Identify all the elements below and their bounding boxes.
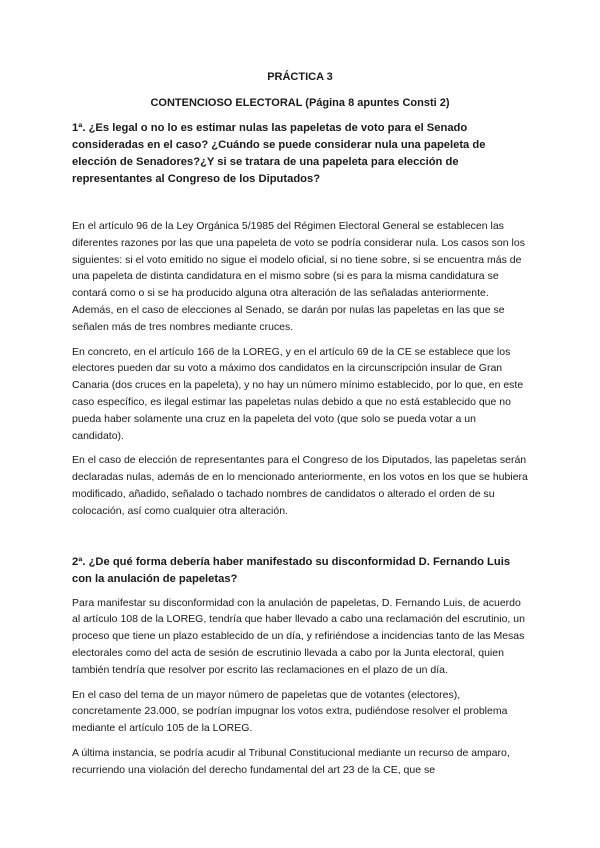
answer-1-paragraph: En el caso de elección de representantes para el Congreso de los Diputados, las papeletas serán declaradas nulas, además de en lo mencionado anteriormente, en los votos en los que se hubiera modificado, añadido, señalado o tachado nombres de candidatos o alterado el orden de su colocación, así como cualquier otra alteración. bbox=[72, 454, 528, 517]
document-body bbox=[72, 70, 528, 779]
answer-2-paragraph: En el caso del tema de un mayor número de papeletas que de votantes (electores), concretamente 23.000, se podrían impugnar los votos extra, pudiéndose resolver el problema mediante el artículo 105 de la LOREG. bbox=[72, 688, 508, 735]
answer-2-paragraph: A última instancia, se podría acudir al Tribunal Constitucional mediante un recurso de amparo, recurriendo una violación del derecho fundamental del art 23 de la CE, que se bbox=[72, 746, 510, 776]
answer-2-paragraph: Para manifestar su disconformidad con la anulación de papeletas, D. Fernando Luis, de acuerdo al artículo 108 de la LOREG, tendría que haber llevado a cabo una reclamación del escrutinio, un proceso que tiene un plazo establecido de un día, y refiriéndose a incidencias tanto de las Mesas electorales como del acta de sesión de escrutinio llevada a cabo por la Junta electoral, quien también tendría que resolver por escrito las reclamaciones en el plazo de un día. bbox=[72, 596, 525, 676]
question-1: 1ª. ¿Es legal o no lo es estimar nulas las papeletas de voto para el Senado consideradas en el caso? ¿Cuándo se puede considerar nula una papeleta de elección de Senadores?¿Y si se tratara de una papeleta para elección de representantes al Congreso de los Diputados? bbox=[72, 122, 486, 185]
question-2: 2ª. ¿De qué forma debería haber manifestado su disconformidad D. Fernando Luis con la anulación de papeletas? bbox=[72, 555, 511, 585]
page-title: PRÁCTICA 3 bbox=[267, 71, 333, 83]
answer-1-paragraph: En el artículo 96 de la Ley Orgánica 5/1985 del Régimen Electoral General se establecen las diferentes razones por las que una papeleta de voto se podría considerar nula. Los casos son los siguientes: si el voto emitido no sigue el modelo oficial, si no tiene sobre, si se encuentra más de una papeleta de distinta candidatura en el mismo sobre (si es para la misma candidatura se contará como o si se ha producido alguna otra alteración de las señaladas anteriormente. Además, en el caso de elecciones al Senado, se darán por nulas las papeletas en las que se señalen más de tres nombres mediante cruces. bbox=[72, 220, 525, 333]
answer-1-paragraph: En concreto, en el artículo 166 de la LOREG, y en el artículo 69 de la CE se establece que los electores pueden dar su voto a máximo dos candidatos en la circunscripción insular de Gran Canaria (dos cruces en la papeleta), y no hay un número mínimo establecido, por lo que, en este caso específico, es ilegal estimar las papeletas nulas debido a que no está establecido que no pueda haber solamente una cruz en la papeleta del voto (que solo se pueda votar a un candidato). bbox=[72, 345, 524, 442]
page-subtitle: CONTENCIOSO ELECTORAL (Página 8 apuntes Consti 2) bbox=[150, 97, 450, 109]
